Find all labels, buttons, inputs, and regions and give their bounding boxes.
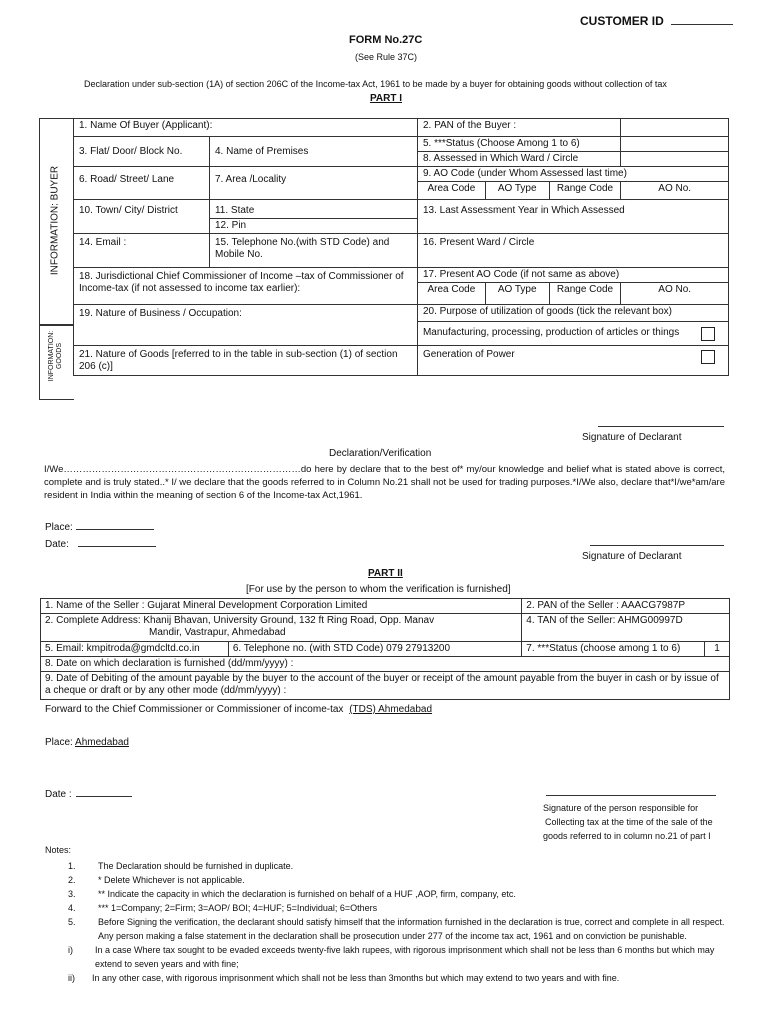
present-ao-area-code[interactable]: Area Code bbox=[417, 283, 485, 305]
note-5: 5. Before Signing the verification, the declarant should satisfy himself that the information furnished in the declaration is true, correct and complete in all respect. Any person making a false statement in the declaration shall be prosecution under 277 of the income tax act, 1961 and on conviction be punishable. bbox=[68, 917, 725, 941]
seller-tan: 4. TAN of the Seller: AHMG00997D bbox=[522, 614, 730, 642]
place-label: Place: bbox=[45, 519, 154, 533]
ao-type[interactable]: AO Type bbox=[485, 182, 549, 200]
customer-id-field[interactable] bbox=[671, 24, 733, 25]
ao-range-code[interactable]: Range Code bbox=[549, 182, 621, 200]
field-nature-business[interactable]: 19. Nature of Business / Occupation: bbox=[74, 305, 418, 346]
signature-line-3 bbox=[546, 795, 716, 796]
part2-title: PART II bbox=[368, 568, 403, 579]
option-manufacturing[interactable]: Manufacturing, processing, production of articles or things bbox=[417, 322, 728, 346]
date-field[interactable] bbox=[78, 536, 156, 547]
field-purpose: 20. Purpose of utilization of goods (tick the relevant box) bbox=[417, 305, 728, 322]
date-label: Date: bbox=[45, 536, 156, 550]
note-i: i) In a case Where tax sought to be evaded exceeds twenty-five lakh rupees, with rigorous imprisonment which shall not be less than 6 months but which may extend to seven years and with fine; bbox=[68, 945, 715, 969]
note-ii: ii) In any other case, with rigorous imprisonment which shall not be less than 3months but which may extend to two years and with fine. bbox=[68, 973, 620, 983]
side-label-goods: INFORMATION: GOODS bbox=[48, 330, 63, 382]
seller-signature-block: Signature of the person responsible for Collecting tax at the time of the sale of the goods referred to in column no.21 of part I bbox=[543, 803, 713, 841]
field-state[interactable]: 11. State bbox=[209, 200, 417, 219]
ao-no[interactable]: AO No. bbox=[621, 182, 729, 200]
rule-reference: (See Rule 37C) bbox=[355, 52, 418, 62]
field-ao-code[interactable]: 9. AO Code (under Whom Assessed last time) bbox=[417, 167, 728, 182]
seller-email: 5. Email: kmpitroda@gmdcltd.co.in bbox=[41, 642, 229, 657]
present-ao-range-code[interactable]: Range Code bbox=[549, 283, 621, 305]
part2-table bbox=[40, 598, 730, 700]
notes-title: Notes: bbox=[45, 845, 72, 855]
debit-date-row[interactable]: 9. Date of Debiting of the amount payable by the buyer to the account of the buyer or receipt of the amount payable from the buyer in cash or by issue of a cheque or draft or by any other mode (dd/mm/yyyy) : bbox=[41, 672, 730, 700]
form-title: FORM No.27C bbox=[349, 34, 423, 46]
place2-line: Place: Ahmedabad bbox=[45, 737, 129, 748]
seller-telephone: 6. Telephone no. (with STD Code) 079 27913200 bbox=[228, 642, 521, 657]
field-present-ao-code[interactable]: 17. Present AO Code (if not same as above) bbox=[417, 268, 728, 283]
present-ao-type[interactable]: AO Type bbox=[485, 283, 549, 305]
signature-declarant-1: Signature of Declarant bbox=[582, 432, 682, 443]
seller-address: 2. Complete Address: Khanij Bhavan, University Ground, 132 ft Ring Road, Opp. Manav Mandir, Vastrapur, Ahmedabad bbox=[41, 614, 522, 642]
notes-list bbox=[60, 859, 730, 985]
signature-line-1 bbox=[598, 426, 724, 427]
field-ward[interactable]: 8. Assessed in Which Ward / Circle bbox=[417, 152, 620, 167]
part1-table bbox=[73, 118, 729, 376]
field-last-assessment[interactable]: 13. Last Assessment Year in Which Assessed bbox=[417, 200, 728, 234]
field-pin[interactable]: 12. Pin bbox=[209, 219, 417, 234]
seller-status-label: 7. ***Status (choose among 1 to 6) bbox=[522, 642, 705, 657]
declaration-body: I/We…………………………………………………………………do here by declare that to the best of* my/our knowledge and belief what is stated above is correct, complete and is truly stated..* I/ we declare that the goods referred to in Column No.21 shall not be used for trading purposes.*I/We also, declare that*I/we*am/are resident in India within the meaning of section 6 of the Income-tax Act,1961. bbox=[44, 464, 725, 501]
ao-area-code[interactable]: Area Code bbox=[417, 182, 485, 200]
field-buyer-pan[interactable]: 2. PAN of the Buyer : bbox=[417, 119, 620, 137]
checkbox-manufacturing[interactable] bbox=[701, 327, 715, 341]
field-present-ward[interactable]: 16. Present Ward / Circle bbox=[417, 234, 728, 268]
note-3: 3. ** Indicate the capacity in which the declaration is furnished on behalf of a HUF ,AOP, firm, company, etc. bbox=[68, 889, 516, 899]
signature-declarant-2: Signature of Declarant bbox=[582, 551, 682, 562]
note-4: 4. *** 1=Company; 2=Firm; 3=AOP/ BOI; 4=HUF; 5=Individual; 6=Others bbox=[68, 903, 378, 913]
field-flat[interactable]: 3. Flat/ Door/ Block No. bbox=[74, 137, 210, 167]
part2-subtitle: [For use by the person to whom the verification is furnished] bbox=[246, 584, 511, 595]
checkbox-power[interactable] bbox=[701, 350, 715, 364]
side-label-buyer: INFORMATION: BUYER bbox=[49, 165, 61, 276]
present-ao-no[interactable]: AO No. bbox=[621, 283, 729, 305]
field-premises[interactable]: 4. Name of Premises bbox=[209, 137, 417, 167]
seller-name: 1. Name of the Seller : Gujarat Mineral Development Corporation Limited bbox=[41, 599, 522, 614]
field-status[interactable]: 5. ***Status (Choose Among 1 to 6) bbox=[417, 137, 620, 152]
option-power[interactable]: Generation of Power bbox=[417, 346, 728, 376]
field-nature-goods[interactable]: 21. Nature of Goods [referred to in the table in sub-section (1) of section 206 (c)] bbox=[74, 346, 418, 376]
seller-pan: 2. PAN of the Seller : AAACG7987P bbox=[522, 599, 730, 614]
part1-title: PART I bbox=[370, 93, 403, 104]
field-jurisdictional-commissioner[interactable]: 18. Jurisdictional Chief Commissioner of Income –tax of Commissioner of Income-tax (if not assessed to income tax earlier): bbox=[74, 268, 418, 305]
declaration-title: Declaration/Verification bbox=[329, 448, 432, 459]
field-buyer-name[interactable]: 1. Name Of Buyer (Applicant): bbox=[74, 119, 418, 137]
customer-id-label: CUSTOMER ID bbox=[580, 14, 733, 28]
field-email[interactable]: 14. Email : bbox=[74, 234, 210, 268]
date2-line: Date : bbox=[45, 786, 132, 800]
forward-line: Forward to the Chief Commissioner or Commissioner of income-tax (TDS) Ahmedabad bbox=[45, 704, 433, 715]
declaration-intro: Declaration under sub-section (1A) of section 206C of the Income-tax Act, 1961 to be made by a buyer for obtaining goods without collection of tax bbox=[84, 79, 667, 89]
note-2: 2. * Delete Whichever is not applicable. bbox=[68, 875, 245, 885]
field-town[interactable]: 10. Town/ City/ District bbox=[74, 200, 210, 234]
field-area[interactable]: 7. Area /Locality bbox=[209, 167, 417, 200]
field-telephone[interactable]: 15. Telephone No.(with STD Code) and Mobile No. bbox=[209, 234, 417, 268]
note-1: 1. The Declaration should be furnished in duplicate. bbox=[68, 861, 294, 871]
field-road[interactable]: 6. Road/ Street/ Lane bbox=[74, 167, 210, 200]
seller-status-value: 1 bbox=[705, 642, 730, 657]
signature-line-2 bbox=[590, 545, 724, 546]
place-field[interactable] bbox=[76, 519, 154, 530]
date2-field[interactable] bbox=[76, 786, 132, 797]
declaration-date-row[interactable]: 8. Date on which declaration is furnished (dd/mm/yyyy) : bbox=[41, 657, 730, 672]
